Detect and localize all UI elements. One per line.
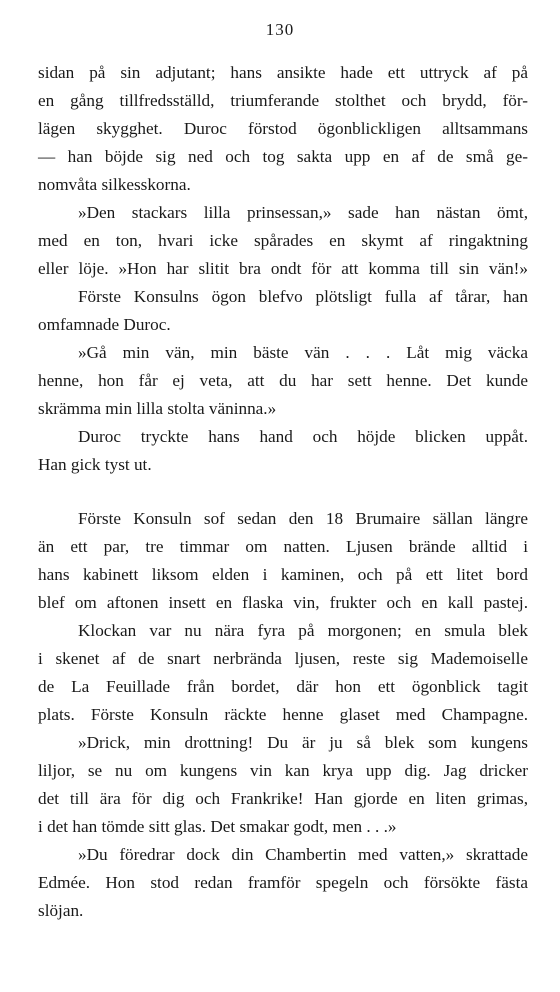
text-line: »Drick, min drottning! Du är ju så blek som kungens xyxy=(78,733,528,752)
text-line: henne, hon får ej veta, att du har sett henne. Det kunde xyxy=(38,371,528,390)
text-line: Han gick tyst ut. xyxy=(38,455,152,474)
text-line: hans kabinett liksom elden i kaminen, och på ett litet bord xyxy=(38,565,528,584)
text-line: — han böjde sig ned och tog sakta upp en af de små ge- xyxy=(38,147,528,166)
text-line: i skenet af de snart nerbrända ljusen, reste sig Mademoiselle xyxy=(38,649,528,668)
text-line: nomvåta silkesskorna. xyxy=(38,175,191,194)
text-line: Förste Konsuln sof sedan den 18 Brumaire sällan längre xyxy=(78,509,528,528)
text-line: lägen skygghet. Duroc förstod ögonblickligen alltsammans xyxy=(38,119,528,138)
text-line: slöjan. xyxy=(38,901,84,920)
text-line: med en ton, hvari icke spårades en skymt af ringaktning xyxy=(38,231,528,250)
text-line: Klockan var nu nära fyra på morgonen; en smula blek xyxy=(78,621,528,640)
text-line: liljor, se nu om kungens vin kan krya upp dig. Jag dricker xyxy=(38,761,528,780)
text-line: sidan på sin adjutant; hans ansikte hade ett uttryck af på xyxy=(38,63,528,82)
text-line: de La Feuillade från bordet, där hon ett ögonblick tagit xyxy=(38,677,528,696)
text-line: det till ära för dig och Frankrike! Han gjorde en liten grimas, xyxy=(38,789,528,808)
text-line: en gång tillfredsställd, triumferande stolthet och brydd, för- xyxy=(38,91,528,110)
text-line: »Den stackars lilla prinsessan,» sade han nästan ömt, xyxy=(78,203,528,222)
text-line: än ett par, tre timmar om natten. Ljusen brände alltid i xyxy=(38,537,528,556)
text-line: eller löje. »Hon har slitit bra ondt för att komma till sin vän!» xyxy=(38,259,528,278)
page-number: 130 xyxy=(265,20,295,39)
text-line: skrämma min lilla stolta väninna.» xyxy=(38,399,277,418)
text-line: Duroc tryckte hans hand och höjde blicken uppåt. xyxy=(78,427,528,446)
text-line: omfamnade Duroc. xyxy=(38,315,171,334)
text-line: plats. Förste Konsuln räckte henne glaset med Champagne. xyxy=(38,705,528,724)
text-line: Edmée. Hon stod redan framför spegeln och försökte fästa xyxy=(38,873,528,892)
text-line: Förste Konsulns ögon blefvo plötsligt fulla af tårar, han xyxy=(78,287,528,306)
text-line: »Du föredrar dock din Chambertin med vatten,» skrattade xyxy=(78,845,528,864)
text-line: i det han tömde sitt glas. Det smakar godt, men . . .» xyxy=(38,817,397,836)
text-line: »Gå min vän, min bäste vän . . . Låt mig väcka xyxy=(78,343,528,362)
text-line: blef om aftonen insett en flaska vin, frukter och en kall pastej. xyxy=(38,593,528,612)
